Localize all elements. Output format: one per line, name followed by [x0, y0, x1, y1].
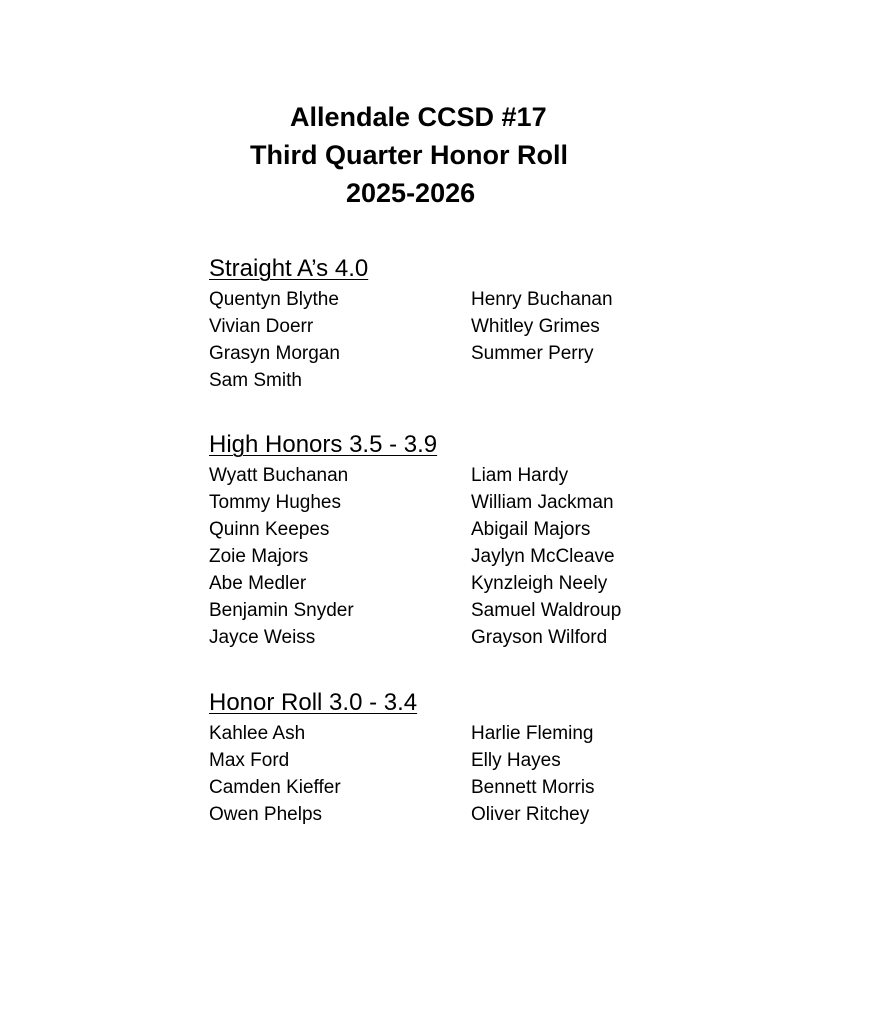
section-heading: Straight A’s 4.0: [209, 255, 369, 282]
student-name: Liam Hardy: [471, 465, 569, 486]
student-name: Summer Perry: [471, 343, 594, 364]
student-name: Oliver Ritchey: [471, 804, 590, 825]
document-title-honor-roll: Third Quarter Honor Roll: [250, 140, 569, 170]
name-list: [209, 462, 729, 651]
student-name: Benjamin Snyder: [209, 600, 354, 621]
student-name: Abe Medler: [209, 573, 307, 594]
student-name: Kynzleigh Neely: [471, 573, 608, 594]
student-name: Henry Buchanan: [471, 289, 613, 310]
document-title-year: 2025-2026: [346, 178, 476, 208]
student-name: Owen Phelps: [209, 804, 323, 825]
name-list: [209, 720, 729, 828]
student-name: Max Ford: [209, 750, 290, 771]
student-name: Grayson Wilford: [471, 627, 608, 648]
student-name: Harlie Fleming: [471, 723, 594, 744]
student-name: Quentyn Blythe: [209, 289, 339, 310]
student-name: Whitley Grimes: [471, 316, 600, 337]
section-heading: Honor Roll 3.0 - 3.4: [209, 689, 418, 716]
student-name: Tommy Hughes: [209, 492, 341, 513]
student-name: Vivian Doerr: [209, 316, 314, 337]
section-heading: High Honors 3.5 - 3.9: [209, 431, 438, 458]
student-name: Wyatt Buchanan: [209, 465, 349, 486]
section-straight-as: [209, 254, 729, 394]
name-list: [209, 286, 729, 394]
section-high-honors: [209, 430, 729, 651]
student-name: Abigail Majors: [471, 519, 591, 540]
student-name: Zoie Majors: [209, 546, 309, 567]
student-name: William Jackman: [471, 492, 614, 513]
document-title-school: Allendale CCSD #17: [290, 102, 547, 132]
student-name: Jayce Weiss: [209, 627, 316, 648]
student-name: Samuel Waldroup: [471, 600, 622, 621]
student-name: Jaylyn McCleave: [471, 546, 615, 567]
student-name: Grasyn Morgan: [209, 343, 340, 364]
student-name: Kahlee Ash: [209, 723, 306, 744]
student-name: Camden Kieffer: [209, 777, 341, 798]
student-name: Sam Smith: [209, 370, 302, 391]
student-name: Elly Hayes: [471, 750, 561, 771]
student-name: Bennett Morris: [471, 777, 595, 798]
student-name: Quinn Keepes: [209, 519, 330, 540]
section-honor-roll: [209, 688, 729, 828]
